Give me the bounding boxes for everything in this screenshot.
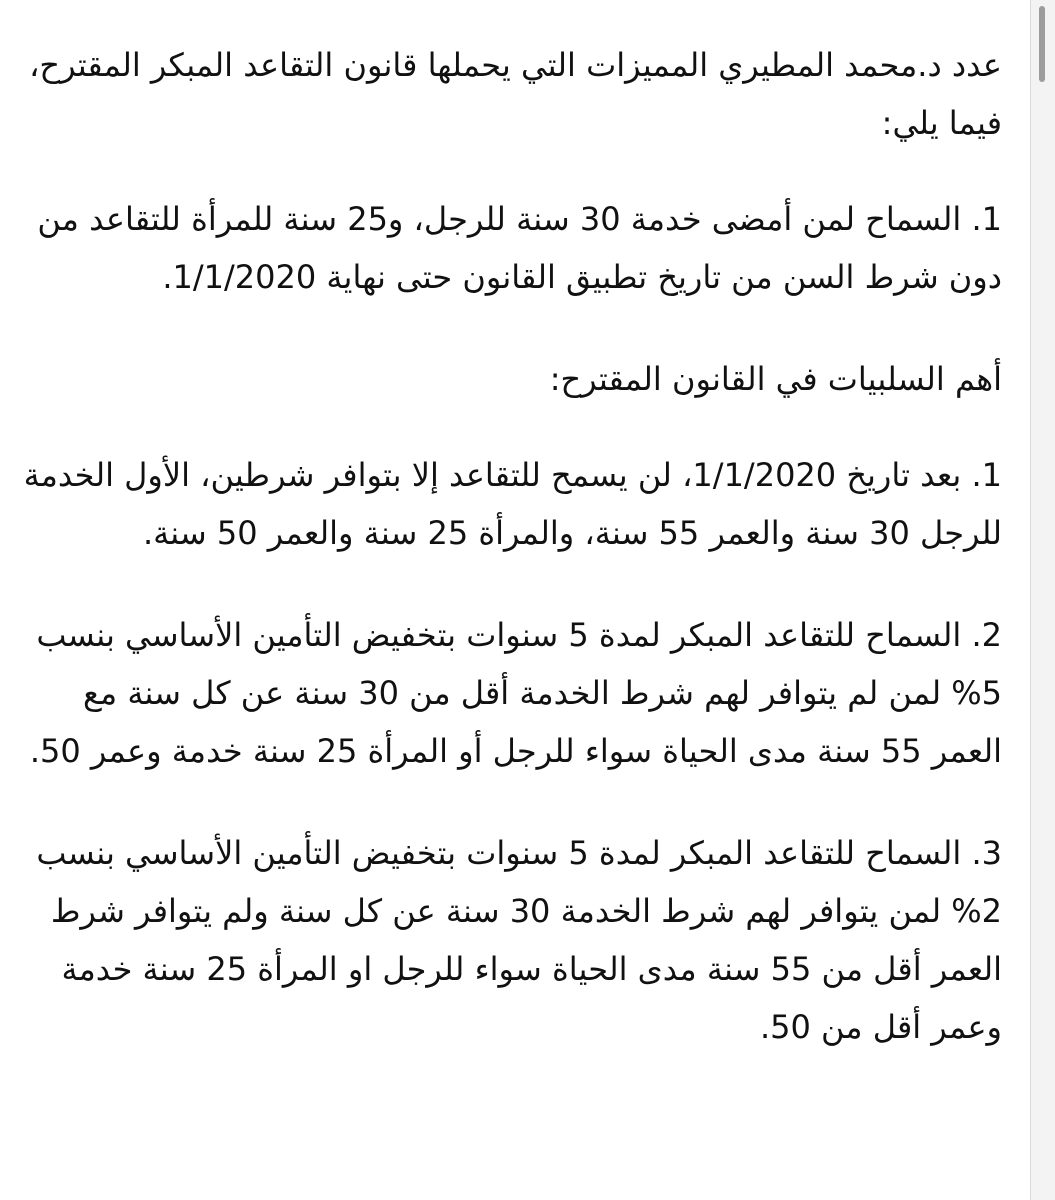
drawback-item-3: 3. السماح للتقاعد المبكر لمدة 5 سنوات بتخفيض التأمين الأساسي بنسب 2% لمن يتوافر لهم شرط الخدمة 30 سنة عن كل سنة ولم يتوافر شرط العمر أقل من 55 سنة مدى الحياة سواء للرجل او المرأة 25 سنة خدمة وعمر أقل من 50. [36, 834, 1002, 1046]
scrollbar-thumb[interactable] [1039, 6, 1045, 82]
advantage-item-1: 1. السماح لمن أمضى خدمة 30 سنة للرجل، و25 سنة للمرأة للتقاعد من دون شرط السن من تاريخ تطبيق القانون حتى نهاية 1/1/2020. [37, 200, 1002, 296]
drawback-item-1: 1. بعد تاريخ 1/1/2020، لن يسمح للتقاعد إلا بتوافر شرطين، الأول الخدمة للرجل 30 سنة والعمر 55 سنة، والمرأة 25 سنة والعمر 50 سنة. [23, 456, 1002, 552]
article-text [17, 36, 1002, 1100]
intro-paragraph: عدد د.محمد المطيري المميزات التي يحملها قانون التقاعد المبكر المقترح، فيما يلي: [29, 46, 1002, 142]
drawback-item-2: 2. السماح للتقاعد المبكر لمدة 5 سنوات بتخفيض التأمين الأساسي بنسب 5% لمن لم يتوافر لهم شرط الخدمة أقل من 30 سنة عن كل سنة مع العمر 55 سنة مدى الحياة سواء للرجل أو المرأة 25 سنة خدمة وعمر 50. [29, 616, 1002, 770]
vertical-scrollbar[interactable] [1030, 0, 1055, 1200]
drawbacks-heading: أهم السلبيات في القانون المقترح: [549, 360, 1002, 398]
